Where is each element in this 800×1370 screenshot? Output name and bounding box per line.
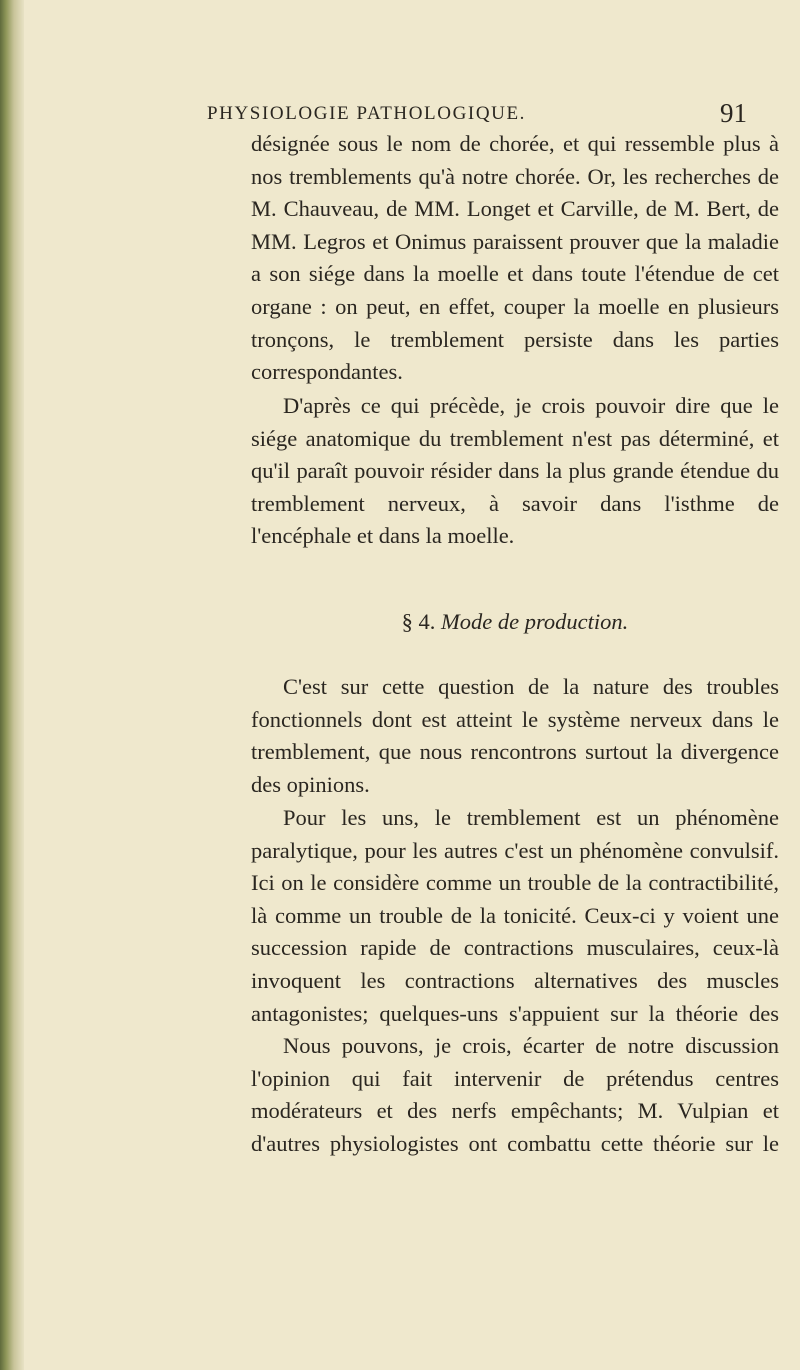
section-number: § 4. (401, 609, 436, 634)
section-heading (251, 604, 779, 640)
body-text-top (251, 128, 779, 552)
running-head-title: PHYSIOLOGIE PATHOLOGIQUE. (207, 103, 527, 124)
paragraph: désignée sous le nom de chorée, et qui ressemble plus à nos tremblements qu'à notre chorée. Or, les recherches de M. Chauveau, de MM. Longet et Carville, de M. Bert, de MM. Legros et Onimus paraissent prouver que la maladie a son siége dans la moelle et dans toute l'étendue de cet organe : on peut, en effet, couper la moelle en plusieurs tronçons, le tremblement persiste dans les parties correspondantes. (251, 131, 779, 385)
running-head (207, 97, 747, 131)
paragraph: D'après ce qui précède, je crois pouvoir dire que le siége anatomique du tremblement n'est pas déterminé, et qu'il paraît pouvoir résider dans la plus grande étendue du tremblement nerveux, à savoir dans l'isthme de l'encéphale et dans la moelle. (251, 393, 779, 549)
paragraph: Pour les uns, le tremblement est un phénomène paralytique, pour les autres c'est un phénomène convulsif. Ici on le considère comme un trouble de la contractibilité, là comme un trouble de la tonicité. Ceux-ci y voient une succession rapide de contractions musculaires, ceux-là invoquent les contractions alternatives des muscles antagonistes; quelques-uns s'appuient sur la théorie des (251, 805, 779, 1026)
body-text-bottom (251, 671, 779, 1161)
section-title: Mode de production. (441, 609, 629, 634)
paragraph: C'est sur cette question de la nature des troubles fonctionnels dont est atteint le système nerveux dans le tremblement, que nous rencontrons surtout la divergence des opinions. (251, 674, 779, 797)
paragraph: Nous pouvons, je crois, écarter de notre discussion l'opinion qui fait intervenir de prétendus centres modérateurs et des nerfs empêchants; M. Vulpian et d'autres physiologistes ont combattu cette théorie sur le (251, 1033, 779, 1156)
page-number: 91 (720, 98, 747, 128)
